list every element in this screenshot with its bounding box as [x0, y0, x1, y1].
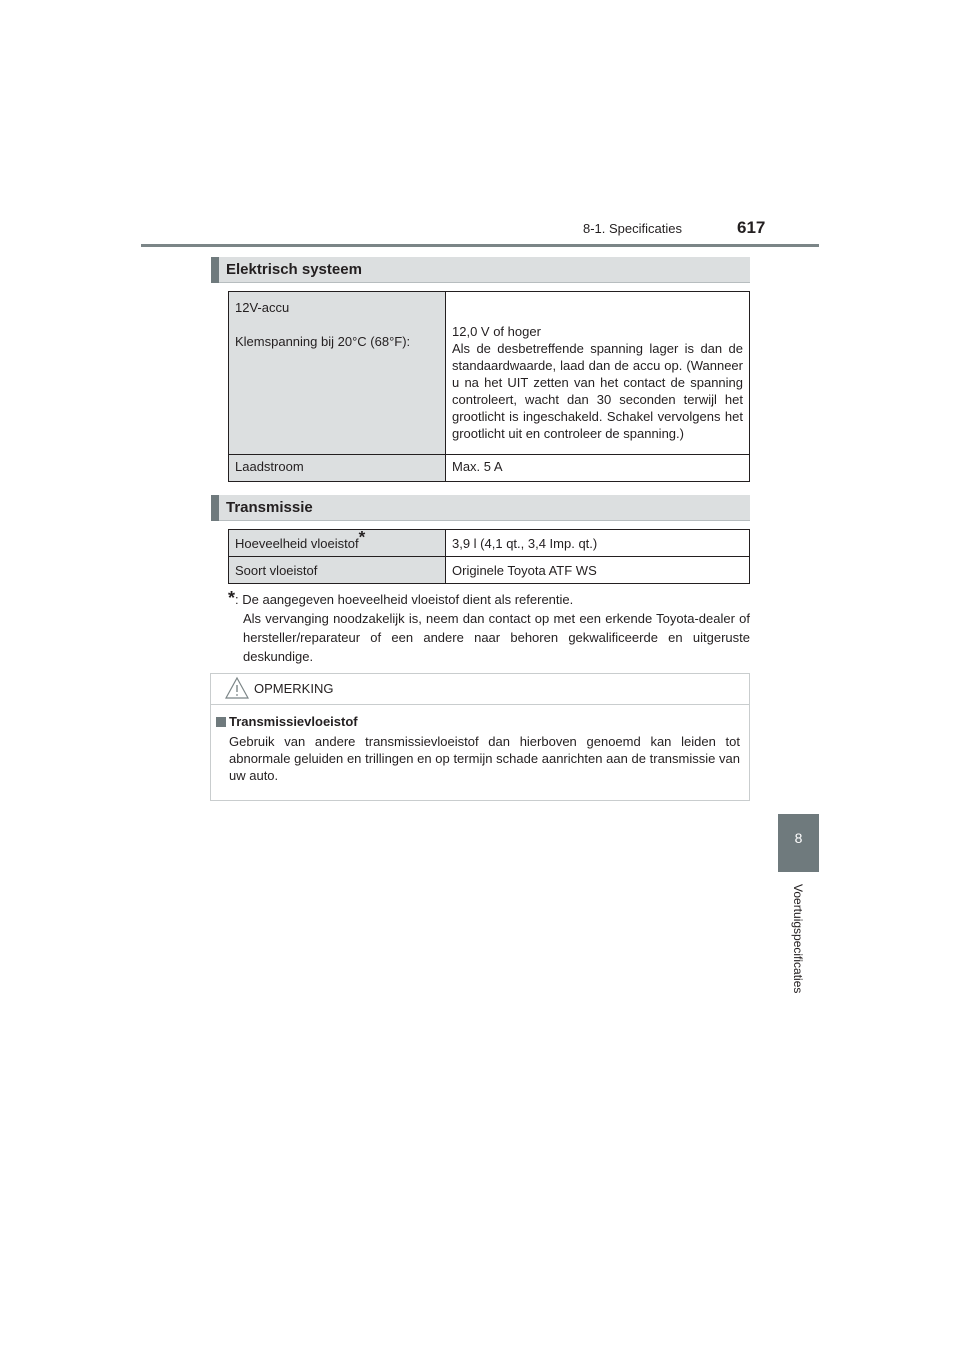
footnote-star: *	[228, 588, 236, 608]
battery-voltage-value: 12,0 V of hoger	[452, 324, 541, 339]
section-marker	[211, 257, 219, 283]
section-heading: Elektrisch systeem	[226, 261, 362, 278]
section-header-transmission	[211, 495, 750, 521]
page-number: 617	[737, 218, 766, 237]
charging-value: Max. 5 A	[446, 455, 750, 482]
fluid-quantity-label: Hoeveelheid vloeistof	[235, 536, 359, 551]
battery-value-cell	[446, 292, 750, 455]
fluid-quantity-label-cell	[229, 527, 446, 557]
note-body: Gebruik van andere transmissievloeistof dan hierboven genoemd kan leiden tot abnormale geluiden en trillingen en op termijn schade aanrichten aan de transmissie van uw auto.	[229, 734, 740, 783]
section-title: 8-1. Specificaties	[583, 221, 682, 236]
chapter-label: Voertuigspecificaties	[791, 884, 805, 994]
header-rule	[141, 244, 819, 247]
note-box	[210, 673, 750, 801]
battery-voltage-note: Als de desbetreffende spanning lager is dan de standaardwaarde, laad dan de accu op. (Wanneer u na het UIT zetten van het contact de spanning controleert, wacht dan 30 seconden terwijl het grootlicht is ingeschakeld. Schakel vervolgens het grootlicht uit en controleer de spanning.)	[452, 341, 743, 441]
note-title: OPMERKING	[254, 681, 334, 696]
table-row	[229, 455, 750, 482]
fluid-type-value: Originele Toyota ATF WS	[446, 557, 750, 584]
footnote-first-line: : De aangegeven hoeveelheid vloeistof dient als referentie.	[235, 592, 574, 607]
table-row	[229, 292, 750, 455]
section-heading: Transmissie	[226, 499, 313, 516]
note-header	[211, 674, 749, 705]
table-row	[229, 557, 750, 584]
warning-triangle-icon	[225, 676, 249, 705]
fluid-quantity-value: 3,9 l (4,1 qt., 3,4 Imp. qt.)	[446, 530, 750, 557]
footnote-text: Als vervanging noodzakelijk is, neem dan contact op met een erkende Toyota-dealer of hersteller/reparateur of een andere naar behoren gekwalificeerde en uitgeruste deskundige.	[243, 611, 750, 664]
battery-label: 12V-accu	[235, 300, 290, 315]
chapter-number: 8	[794, 830, 803, 846]
table-row	[229, 530, 750, 557]
footnote	[228, 589, 750, 666]
fluid-type-label: Soort vloeistof	[229, 557, 446, 584]
charging-label: Laadstroom	[229, 455, 446, 482]
section-header-electrical	[211, 257, 750, 283]
bullet-square	[216, 717, 226, 727]
note-subtitle: Transmissievloeistof	[229, 714, 358, 729]
battery-label-cell	[229, 292, 446, 455]
section-marker	[211, 495, 219, 521]
transmission-spec-table	[228, 529, 750, 584]
footnote-marker: *	[358, 527, 366, 547]
battery-voltage-label: Klemspanning bij 20°C (68°F):	[235, 334, 411, 349]
electrical-spec-table	[228, 291, 750, 482]
